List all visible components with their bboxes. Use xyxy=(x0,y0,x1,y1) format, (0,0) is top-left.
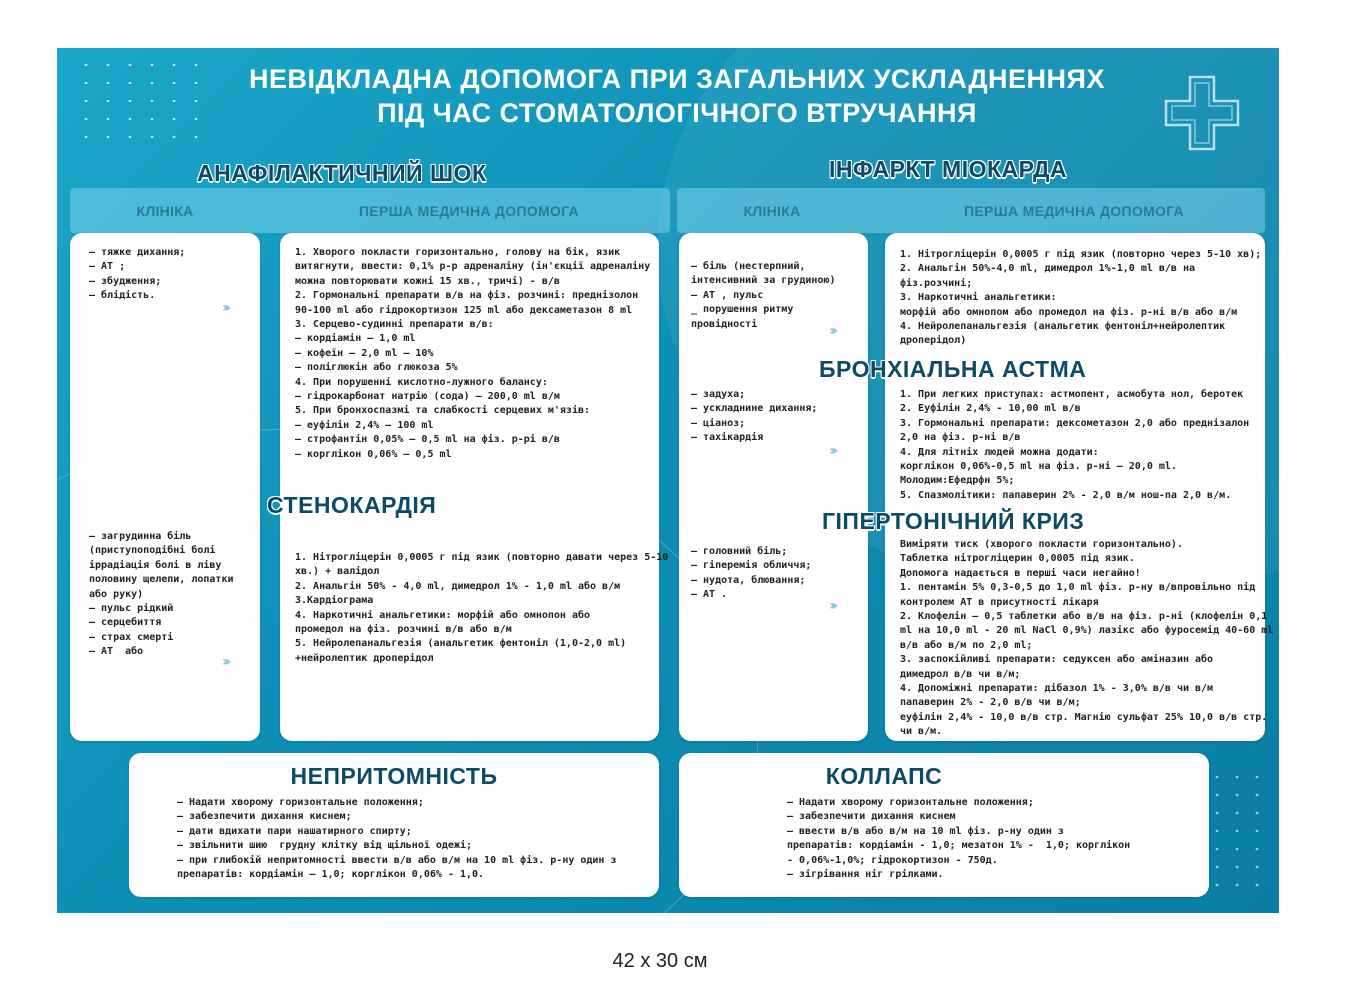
text-line: 2. Еуфілін 2,4% - 10,00 ml в/в xyxy=(900,403,1081,415)
text-line: – Надати хворому горизонтальне положення; xyxy=(177,797,424,808)
stenocardia-aid-text xyxy=(295,551,668,666)
text-line: – пульс рідкий xyxy=(89,603,174,615)
text-line: – гідрокарбонат натрію (сода) – 200,0 ml в/м xyxy=(295,391,560,403)
text-line: 4. Нейролепанальгезія (анальгетик фентоніл+нейролептик xyxy=(900,321,1226,333)
text-line: Виміряти тиск (хворого покласти горизонтально). xyxy=(900,539,1183,550)
text-line: можна повторювати кожні 15 хв., тричі) - в/в xyxy=(295,275,560,287)
text-line: – корглікон 0,06% – 0,5 ml xyxy=(295,448,452,460)
text-line: – ціаноз; xyxy=(691,417,746,429)
text-line: іррадіація болі в ліву xyxy=(89,559,222,571)
asthma-aid-text xyxy=(900,388,1249,503)
text-line: 3. Серцево-судинні препарати в/в: xyxy=(295,319,494,331)
anaphylaxis-aid-text xyxy=(295,246,650,462)
section-title-anaphylaxis: АНАФІЛАКТИЧНИЙ ШОК xyxy=(197,160,487,186)
text-line: або руку) xyxy=(89,588,144,600)
card-clinic-left xyxy=(70,233,260,741)
chevron-arrows-icon: ››› xyxy=(222,654,228,670)
text-line: 2. Гормональні препарати в/в на фіз. розчині: преднізолон xyxy=(295,290,639,302)
section-title-unconscious: НЕПРИТОМНІСТЬ xyxy=(290,763,498,789)
text-line: 1. пентамін 5% 0,3-0,5 до 1,0 ml фіз. р-ну в/впровільно під xyxy=(900,582,1256,594)
collapse-text xyxy=(787,796,1130,882)
text-line: – блідість. xyxy=(89,290,156,302)
text-line: 1. Хворого покласти горизонтально, голову на бік, язик xyxy=(295,247,621,258)
text-line: – страх смерті xyxy=(89,631,174,643)
text-line: – тахікардія xyxy=(691,432,764,444)
text-line: – ускладнине дихання; xyxy=(691,403,818,415)
text-line: – задуха; xyxy=(691,389,746,400)
text-line: (приступоподібні болі xyxy=(89,545,216,557)
text-line: – забезпечити дихання киснем xyxy=(787,811,956,823)
text-line: 3. Наркотичні анальгетики: xyxy=(900,292,1057,304)
text-line: фіз.розчині; xyxy=(900,277,973,289)
text-line: – головний біль; xyxy=(691,546,788,557)
text-line: Допомога надається в перші часи негайно! xyxy=(900,567,1141,579)
col-head-aid-right: ПЕРША МЕДИЧНА ДОПОМОГА xyxy=(964,203,1184,219)
text-line: – звільнити шию грудну клітку від щільної одежі; xyxy=(177,840,473,852)
text-line: – ввести в/в або в/м на 10 ml фіз. р-ну один з xyxy=(787,825,1064,837)
text-line: – АТ , пульс xyxy=(691,289,764,301)
text-line: папаверин 2% - 2,0 в/в чи в/м; xyxy=(900,697,1081,709)
page-title xyxy=(177,62,1177,130)
text-line: +нейролептик дроперідол xyxy=(295,652,434,664)
text-line: половину щелепи, лопатки xyxy=(89,574,234,586)
text-line: _ порушення ритму xyxy=(691,304,794,316)
text-line: контролем АТ в присутності лікаря xyxy=(900,596,1099,608)
text-line: – еуфілін 2,4% – 100 ml xyxy=(295,419,434,431)
title-line-1: НЕВІДКЛАДНА ДОПОМОГА ПРИ ЗАГАЛЬНИХ УСКЛАДНЕННЯХ xyxy=(249,64,1105,94)
text-line: 4. Для літніх людей можна додати: xyxy=(900,446,1099,458)
text-line: препаратів: кордіамін - 1,0; мезатон 1% - 1,0; корглікон xyxy=(787,840,1131,852)
text-line: – Надати хворому горизонтальне положення; xyxy=(787,797,1034,808)
chevron-arrows-icon: ››› xyxy=(222,300,228,316)
size-label: 42 x 30 см xyxy=(612,950,708,972)
text-line: – загрудинна біль xyxy=(89,531,192,542)
text-line: препаратів: кордіамін – 1,0; корглікон 0,06% - 1,0. xyxy=(177,869,485,881)
col-head-aid-left: ПЕРША МЕДИЧНА ДОПОМОГА xyxy=(359,203,579,219)
text-line: – строфантін 0,05% – 0,5 ml на фіз. р-рі в/в xyxy=(295,434,560,446)
text-line: – дати вдихати пари нашатирного спирту; xyxy=(177,825,412,837)
text-line: 5. Спазмолітики: папаверин 2% - 2,0 в/м нош-па 2,0 в/м. xyxy=(900,489,1232,501)
text-line: 4. Наркотичні анальгетики: морфій або омнопон або xyxy=(295,609,591,621)
chevron-arrows-icon: ››› xyxy=(829,323,835,339)
section-title-collapse: КОЛЛАПС xyxy=(825,763,943,789)
text-line: 3. заспокійливі препарати: седуксен або аміназин або xyxy=(900,654,1214,666)
text-line: – гіперемія обличчя; xyxy=(691,560,812,572)
text-line: – збудження; xyxy=(89,275,162,287)
text-line: 2. Анальгін 50% - 4,0 ml, димедрол 1% - 1,0 ml або в/м xyxy=(295,580,621,592)
text-line: ml на 10,0 ml - 20 ml NaCl 0,9%) лазікс або фуросемід 40-60 ml xyxy=(900,625,1274,637)
stenocardia-clinic-text xyxy=(89,530,234,660)
text-line: 2. Анальгін 50%-4,0 ml, димедрол 1%-1,0 ml в/в на xyxy=(900,263,1196,275)
text-line: промедол на фіз. розчині в/в або в/м xyxy=(295,624,512,636)
text-line: хв.) + валідол xyxy=(295,566,380,578)
anaphylaxis-clinic-text xyxy=(89,246,185,304)
section-title-stenocardia: СТЕНОКАРДІЯ xyxy=(267,492,437,518)
col-head-clinic-left: КЛІНІКА xyxy=(136,203,194,219)
text-line: – поліглюкін або глюкоза 5% xyxy=(295,362,458,374)
unconscious-text xyxy=(177,796,617,882)
text-line: – АТ ; xyxy=(89,261,126,273)
text-line: – тяжке дихання; xyxy=(89,247,186,258)
text-line: - 0,06%-1,0%; гідрокортизон - 750д. xyxy=(787,854,998,866)
col-head-clinic-right: КЛІНІКА xyxy=(743,203,801,219)
text-line: – при глибокій непритомності ввести в/в або в/м на 10 ml фіз. р-ну один з xyxy=(177,854,617,866)
infarction-clinic-text xyxy=(691,260,836,332)
text-line: – зігрівання ніг грілками. xyxy=(787,869,944,881)
text-line: 5. Нейролепанальгезія (анальгетик фентоніл (1,0-2,0 ml) xyxy=(295,638,627,650)
text-line: 3.Кардіограма xyxy=(295,595,374,607)
text-line: – забезпечити дихання киснем; xyxy=(177,811,352,823)
text-line: 90-100 ml або гідрокортизон 125 ml або дексаметазон 8 ml xyxy=(295,304,633,316)
hypertension-clinic-text xyxy=(691,545,811,603)
section-title-asthma: БРОНХІАЛЬНА АСТМА xyxy=(819,356,1087,382)
poster xyxy=(57,48,1279,913)
text-line: 1. Нітрогліцерін 0,0005 г під язик (повторно давати через 5-10 xyxy=(295,552,669,563)
hypertension-aid-text xyxy=(900,538,1273,740)
chevron-arrows-icon: ››› xyxy=(829,443,835,459)
text-line: 4. При порушенні кислотно-лужного балансу: xyxy=(295,376,548,388)
title-line-2: ПІД ЧАС СТОМАТОЛОГІЧНОГО ВТРУЧАННЯ xyxy=(377,98,977,128)
text-line: – біль (нестерпний, xyxy=(691,261,806,272)
infarction-aid-text xyxy=(900,248,1261,349)
text-line: Молодим:Ефедрфн 5%; xyxy=(900,475,1015,487)
text-line: 1. При легких приступах: астмопент, асмобута нол, беротек xyxy=(900,389,1244,400)
text-line: – кордіамін – 1,0 ml xyxy=(295,333,416,345)
text-line: – АТ . xyxy=(691,589,728,601)
text-line: – АТ або xyxy=(89,646,144,658)
text-line: – нудота, блювання; xyxy=(691,574,806,586)
text-line: – серцебиття xyxy=(89,617,162,629)
text-line: – кофеїн – 2,0 ml – 10% xyxy=(295,347,434,359)
text-line: корглікон 0,06%-0,5 ml на фіз. р-ні – 20,0 ml. xyxy=(900,461,1177,473)
section-title-infarction: ІНФАРКТ МІОКАРДА xyxy=(829,156,1068,182)
text-line: провідності xyxy=(691,318,758,330)
section-title-hypertension: ГІПЕРТОНІЧНИЙ КРИЗ xyxy=(822,508,1085,534)
text-line: морфій або омнопом або промедол на фіз. р-ні в/в або в/м xyxy=(900,306,1238,318)
text-line: 1. Нітрогліцерін 0,0005 г під язик (повторно через 5-10 хв); xyxy=(900,249,1262,260)
text-line: в/в або в/м по 2,0 ml; xyxy=(900,639,1033,651)
text-line: інтенсивний за грудиною) xyxy=(691,275,836,287)
text-line: дроперідол) xyxy=(900,335,967,347)
text-line: димедрол в/в чи в/м; xyxy=(900,668,1021,680)
text-line: 2,0 на фіз. р-ні в/в xyxy=(900,432,1021,444)
text-line: чи в/м. xyxy=(900,726,943,738)
decor-dots xyxy=(1207,768,1267,898)
text-line: 4. Допоміжні препарати: дібазол 1% - 3,0% в/в чи в/м xyxy=(900,683,1214,695)
text-line: 5. При бронхоспазмі та слабкості серцевих м'язів: xyxy=(295,405,591,417)
text-line: Таблетка нітрогліцерин 0,0005 під язик. xyxy=(900,553,1135,565)
text-line: 2. Клофелін – 0,5 таблетки або в/в на фіз. р-ні (клофелін 0,1 xyxy=(900,611,1268,623)
text-line: витягнути, ввести: 0,1% р-р адреналіну (ін'єкції адреналіну xyxy=(295,261,651,273)
text-line: 3. Гормональні препарати: дексометазон 2,0 або преднізалон xyxy=(900,417,1250,429)
asthma-clinic-text xyxy=(691,388,817,446)
text-line: еуфілін 2,4% - 10,0 в/в стр. Магнію сульфат 25% 10,0 в/в стр. xyxy=(900,711,1268,723)
chevron-arrows-icon: ››› xyxy=(829,598,835,614)
